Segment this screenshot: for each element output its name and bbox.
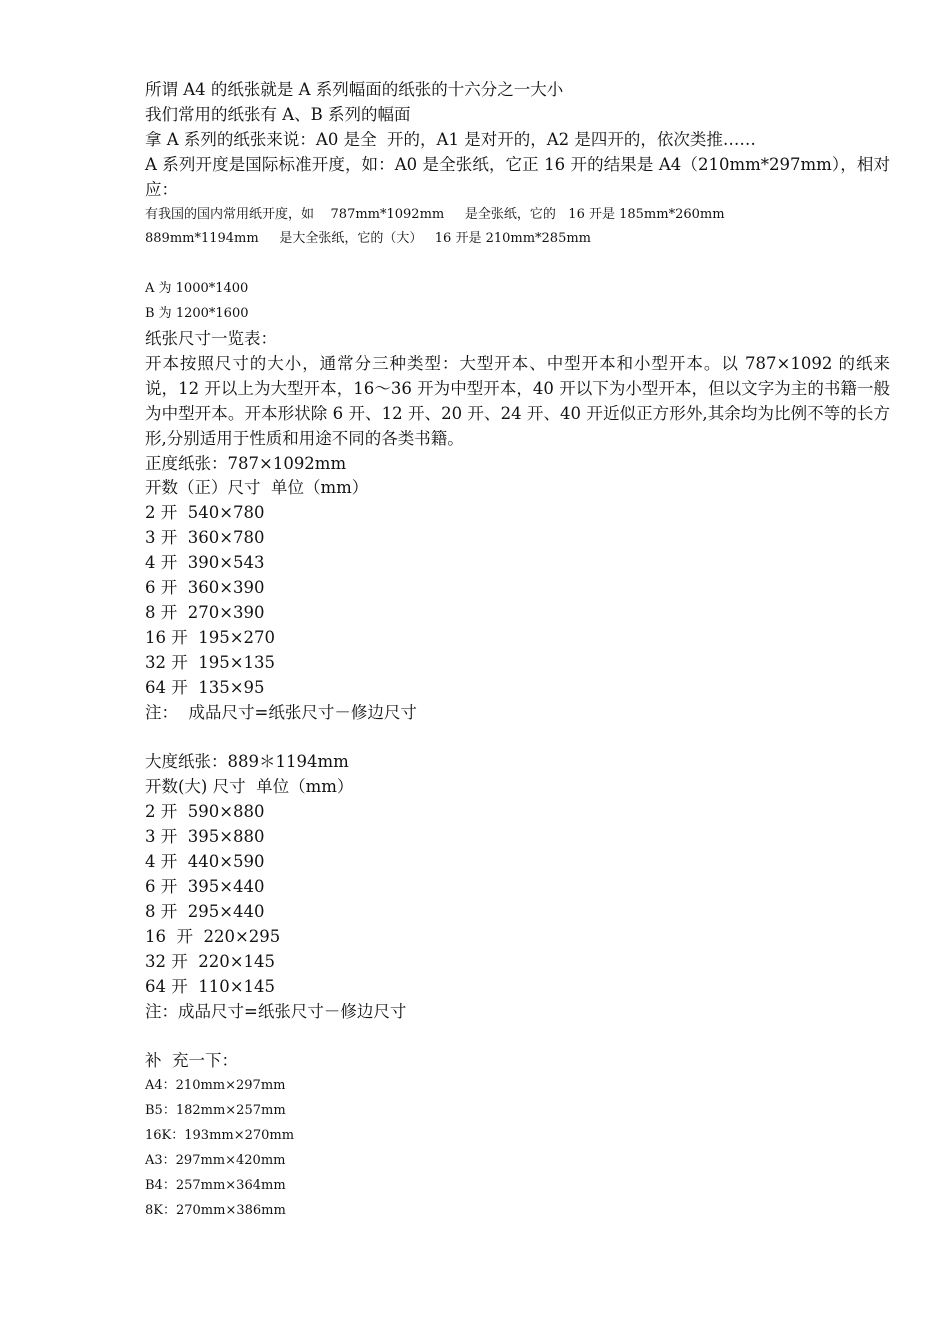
table-row: 2 开 540×780: [145, 503, 265, 523]
large-table-header: 开数(大) 尺寸 单位（mm）: [145, 777, 354, 797]
b-series-size: B 为 1200*1600: [145, 306, 249, 322]
table-row: 4 开 390×543: [145, 553, 265, 573]
table-row: 3 开 395×880: [145, 827, 265, 847]
intro-line-5: 有我国的国内常用纸开度，如 787mm*1092mm 是全张纸，它的 16 开是 185mm*260mm: [145, 206, 725, 222]
table-row: 32 开 195×135: [145, 652, 276, 672]
table-row: 16 开 195×270: [145, 627, 276, 647]
large-note: 注：成品尺寸=纸张尺寸－修边尺寸: [145, 1001, 407, 1021]
a-series-size: A 为 1000*1400: [145, 281, 249, 297]
table-row: 4 开 440×590: [145, 852, 265, 872]
spacer: [145, 726, 890, 751]
large-paper-title: 大度纸张：889＊1194mm: [145, 752, 349, 772]
format-description: 开本按照尺寸的大小，通常分三种类型：大型开本、中型开本和小型开本。以 787×1092 的纸来 说，12 开以上为大型开本，16～36 开为中型开本，40 开以下为小型开本，但以文字为主的书籍一般为中型开本。开本形状除 6 开、12 开、20 开、24 开、40 开近似正方形外,其余均为比例不等的长方形,分别适用于性质和用途不同的各类书籍。: [145, 353, 890, 448]
table-row: 6 开 360×390: [145, 578, 265, 598]
table-row: 2 开 590×880: [145, 802, 265, 822]
list-item: A3：297mm×420mm: [145, 1152, 286, 1168]
table-row: 6 开 395×440: [145, 876, 265, 896]
spacer: [145, 1024, 890, 1049]
spacer: [145, 252, 890, 277]
regular-paper-title: 正度纸张：787×1092mm: [145, 453, 347, 473]
table-row: 8 开 295×440: [145, 901, 265, 921]
supplement-title: 补 充一下：: [145, 1051, 238, 1071]
list-item: B5：182mm×257mm: [145, 1103, 286, 1119]
table-row: 64 开 135×95: [145, 677, 265, 697]
intro-line-2: 我们常用的纸张有 A、B 系列的幅面: [145, 104, 411, 124]
regular-table-header: 开数（正）尺寸 单位（mm）: [145, 478, 369, 498]
table-row: 3 开 360×780: [145, 528, 265, 548]
intro-line-4: A 系列开度是国际标准开度，如：A0 是全张纸，它正 16 开的结果是 A4（210mm*297mm），相对应：: [145, 154, 890, 199]
intro-line-1: 所谓 A4 的纸张就是 A 系列幅面的纸张的十六分之一大小: [145, 80, 564, 99]
list-item: 16K：193mm×270mm: [145, 1128, 295, 1144]
regular-note: 注： 成品尺寸=纸张尺寸－修边尺寸: [145, 702, 417, 722]
table-row: 64 开 110×145: [145, 976, 276, 996]
table-title: 纸张尺寸一览表：: [145, 329, 277, 349]
list-item: A4：210mm×297mm: [145, 1078, 286, 1094]
intro-line-3: 拿 A 系列的纸张来说：A0 是全 开的，A1 是对开的，A2 是四开的，依次类推……: [145, 129, 756, 149]
table-row: 32 开 220×145: [145, 951, 276, 971]
table-row: 16 开 220×295: [145, 926, 281, 946]
list-item: 8K：270mm×386mm: [145, 1202, 286, 1218]
list-item: B4：257mm×364mm: [145, 1177, 286, 1193]
intro-line-6: 889mm*1194mm 是大全张纸，它的（大） 16 开是 210mm*285mm: [145, 231, 592, 247]
table-row: 8 开 270×390: [145, 603, 265, 623]
document-body: [145, 78, 890, 1224]
